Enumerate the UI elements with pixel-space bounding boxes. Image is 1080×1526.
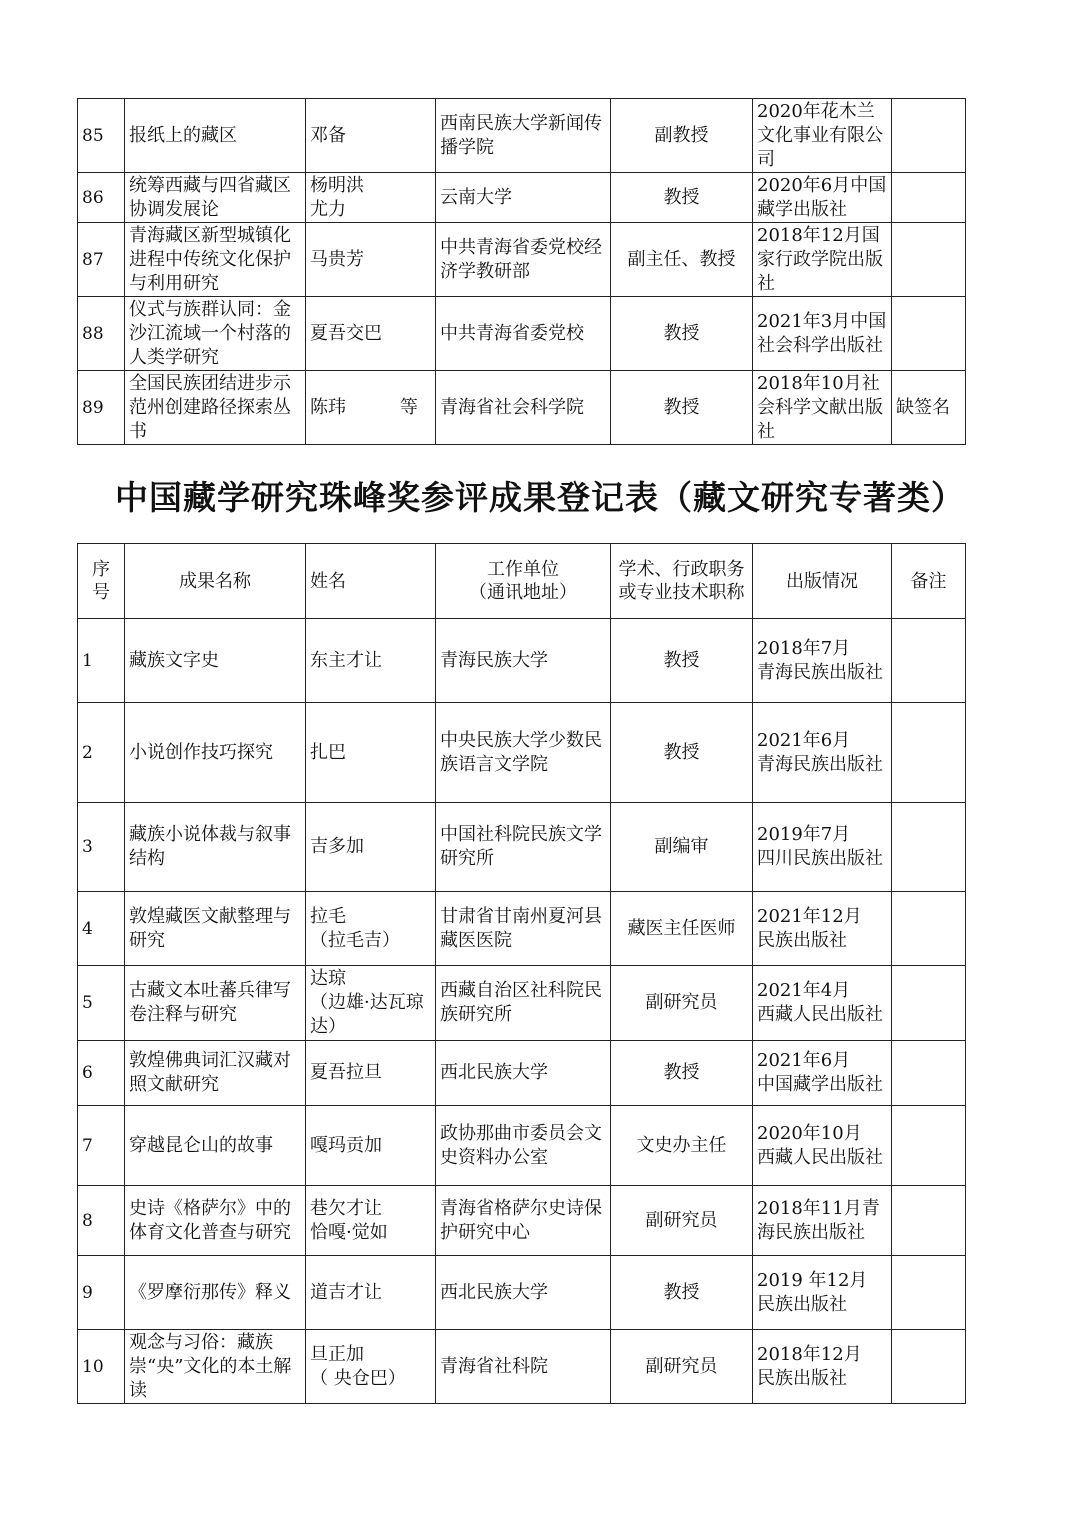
table-row bbox=[78, 703, 966, 803]
cell-note bbox=[892, 223, 966, 297]
cell-unit: 中共青海省委党校经济学教研部 bbox=[436, 223, 611, 297]
cell-no: 7 bbox=[78, 1106, 125, 1186]
cell-position: 副编审 bbox=[611, 803, 753, 892]
table-row bbox=[78, 1041, 966, 1106]
cell-position: 教授 bbox=[611, 619, 753, 703]
cell-title: 报纸上的藏区 bbox=[125, 99, 306, 173]
cell-no: 9 bbox=[78, 1256, 125, 1330]
cell-publication: 2018年10月社会科学文献出版社 bbox=[753, 371, 892, 445]
table-header-row bbox=[78, 544, 966, 619]
cell-note: 缺签名 bbox=[892, 371, 966, 445]
table-row bbox=[78, 1330, 966, 1404]
header-title: 成果名称 bbox=[125, 544, 306, 619]
cell-position: 教授 bbox=[611, 173, 753, 223]
cell-note bbox=[892, 966, 966, 1041]
cell-no: 4 bbox=[78, 892, 125, 966]
cell-no: 10 bbox=[78, 1330, 125, 1404]
table-row bbox=[78, 619, 966, 703]
cell-publication: 2019年7月 四川民族出版社 bbox=[753, 803, 892, 892]
table-row bbox=[78, 173, 966, 223]
cell-position: 教授 bbox=[611, 703, 753, 803]
cell-publication: 2019 年12月 民族出版社 bbox=[753, 1256, 892, 1330]
cell-name: 邓备 bbox=[306, 99, 436, 173]
cell-note bbox=[892, 703, 966, 803]
cell-publication: 2020年10月 西藏人民出版社 bbox=[753, 1106, 892, 1186]
cell-position: 文史办主任 bbox=[611, 1106, 753, 1186]
cell-unit: 云南大学 bbox=[436, 173, 611, 223]
cell-unit: 中央民族大学少数民族语言文学院 bbox=[436, 703, 611, 803]
cell-note bbox=[892, 1330, 966, 1404]
cell-name: 扎巴 bbox=[306, 703, 436, 803]
cell-name: 旦正加 （ 央仓巴） bbox=[306, 1330, 436, 1404]
cell-no: 88 bbox=[78, 297, 125, 371]
cell-unit: 西南民族大学新闻传播学院 bbox=[436, 99, 611, 173]
cell-position: 教授 bbox=[611, 297, 753, 371]
cell-publication: 2021年4月 西藏人民出版社 bbox=[753, 966, 892, 1041]
cell-publication: 2018年11月青海民族出版社 bbox=[753, 1186, 892, 1256]
cell-publication: 2018年12月国家行政学院出版社 bbox=[753, 223, 892, 297]
cell-publication: 2018年7月 青海民族出版社 bbox=[753, 619, 892, 703]
cell-title: 仪式与族群认同：金沙江流域一个村落的人类学研究 bbox=[125, 297, 306, 371]
cell-note bbox=[892, 892, 966, 966]
cell-publication: 2021年3月中国社会科学出版社 bbox=[753, 297, 892, 371]
table-row bbox=[78, 99, 966, 173]
cell-publication: 2020年花木兰文化事业有限公司 bbox=[753, 99, 892, 173]
cell-title: 小说创作技巧探究 bbox=[125, 703, 306, 803]
table-row bbox=[78, 1256, 966, 1330]
cell-no: 85 bbox=[78, 99, 125, 173]
cell-no: 6 bbox=[78, 1041, 125, 1106]
cell-position: 教授 bbox=[611, 1256, 753, 1330]
table-row bbox=[78, 892, 966, 966]
cell-unit: 甘肃省甘南州夏河县藏医医院 bbox=[436, 892, 611, 966]
cell-note bbox=[892, 1041, 966, 1106]
cell-unit: 西藏自治区社科院民族研究所 bbox=[436, 966, 611, 1041]
table-row bbox=[78, 966, 966, 1041]
cell-no: 1 bbox=[78, 619, 125, 703]
cell-no: 5 bbox=[78, 966, 125, 1041]
cell-name: 马贵芳 bbox=[306, 223, 436, 297]
cell-publication: 2021年12月 民族出版社 bbox=[753, 892, 892, 966]
cell-name: 嘎玛贡加 bbox=[306, 1106, 436, 1186]
table-row bbox=[78, 297, 966, 371]
cell-note bbox=[892, 1186, 966, 1256]
cell-position: 副教授 bbox=[611, 99, 753, 173]
cell-note bbox=[892, 1106, 966, 1186]
cell-unit: 青海民族大学 bbox=[436, 619, 611, 703]
cell-publication: 2018年12月 民族出版社 bbox=[753, 1330, 892, 1404]
cell-note bbox=[892, 1256, 966, 1330]
cell-unit: 政协那曲市委员会文史资料办公室 bbox=[436, 1106, 611, 1186]
cell-title: 穿越昆仑山的故事 bbox=[125, 1106, 306, 1186]
cell-no: 86 bbox=[78, 173, 125, 223]
cell-position: 教授 bbox=[611, 1041, 753, 1106]
cell-title: 古藏文本吐蕃兵律写卷注释与研究 bbox=[125, 966, 306, 1041]
cell-name: 道吉才让 bbox=[306, 1256, 436, 1330]
cell-title: 敦煌藏医文献整理与研究 bbox=[125, 892, 306, 966]
cell-unit: 西北民族大学 bbox=[436, 1041, 611, 1106]
header-name: 姓名 bbox=[306, 544, 436, 619]
cell-name: 夏吾拉旦 bbox=[306, 1041, 436, 1106]
cell-name: 达琼 （边雄·达瓦琼达） bbox=[306, 966, 436, 1041]
cell-no: 8 bbox=[78, 1186, 125, 1256]
cell-note bbox=[892, 619, 966, 703]
cell-name: 夏吾交巴 bbox=[306, 297, 436, 371]
cell-name: 东主才让 bbox=[306, 619, 436, 703]
cell-note bbox=[892, 297, 966, 371]
cell-title: 青海藏区新型城镇化进程中传统文化保护与利用研究 bbox=[125, 223, 306, 297]
cell-title: 史诗《格萨尔》中的体育文化普查与研究 bbox=[125, 1186, 306, 1256]
cell-name: 杨明洪 尤力 bbox=[306, 173, 436, 223]
cell-title: 《罗摩衍那传》释义 bbox=[125, 1256, 306, 1330]
header-no: 序号 bbox=[78, 544, 125, 619]
cell-position: 副主任、教授 bbox=[611, 223, 753, 297]
cell-publication: 2020年6月中国藏学出版社 bbox=[753, 173, 892, 223]
cell-unit: 青海省社会科学院 bbox=[436, 371, 611, 445]
cell-position: 副研究员 bbox=[611, 966, 753, 1041]
table-row bbox=[78, 371, 966, 445]
registration-table bbox=[77, 543, 966, 1404]
cell-unit: 青海省格萨尔史诗保护研究中心 bbox=[436, 1186, 611, 1256]
cell-note bbox=[892, 173, 966, 223]
cell-no: 3 bbox=[78, 803, 125, 892]
cell-title: 观念与习俗：藏族崇“央”文化的本土解读 bbox=[125, 1330, 306, 1404]
section-title: 中国藏学研究珠峰奖参评成果登记表（藏文研究专著类） bbox=[115, 478, 965, 517]
table-row bbox=[78, 803, 966, 892]
cell-position: 教授 bbox=[611, 371, 753, 445]
cell-name: 拉毛 （拉毛吉） bbox=[306, 892, 436, 966]
cell-no: 89 bbox=[78, 371, 125, 445]
cell-position: 副研究员 bbox=[611, 1186, 753, 1256]
cell-unit: 中共青海省委党校 bbox=[436, 297, 611, 371]
header-note: 备注 bbox=[892, 544, 966, 619]
cell-unit: 中国社科院民族文学研究所 bbox=[436, 803, 611, 892]
cell-note bbox=[892, 803, 966, 892]
table-row bbox=[78, 1106, 966, 1186]
cell-position: 藏医主任医师 bbox=[611, 892, 753, 966]
cell-no: 2 bbox=[78, 703, 125, 803]
table-row bbox=[78, 1186, 966, 1256]
cell-title: 藏族文字史 bbox=[125, 619, 306, 703]
continued-registration-table bbox=[77, 98, 966, 445]
table-row bbox=[78, 223, 966, 297]
cell-position: 副研究员 bbox=[611, 1330, 753, 1404]
cell-publication: 2021年6月 青海民族出版社 bbox=[753, 703, 892, 803]
cell-title: 全国民族团结进步示范州创建路径探索丛书 bbox=[125, 371, 306, 445]
cell-no: 87 bbox=[78, 223, 125, 297]
cell-title: 敦煌佛典词汇汉藏对照文献研究 bbox=[125, 1041, 306, 1106]
cell-unit: 西北民族大学 bbox=[436, 1256, 611, 1330]
cell-publication: 2021年6月 中国藏学出版社 bbox=[753, 1041, 892, 1106]
cell-name: 陈玮 等 bbox=[306, 371, 436, 445]
cell-title: 藏族小说体裁与叙事结构 bbox=[125, 803, 306, 892]
header-position: 学术、行政职务或专业技术职称 bbox=[611, 544, 753, 619]
cell-title: 统筹西藏与四省藏区协调发展论 bbox=[125, 173, 306, 223]
cell-unit: 青海省社科院 bbox=[436, 1330, 611, 1404]
header-unit: 工作单位 （通讯地址） bbox=[436, 544, 611, 619]
cell-name: 吉多加 bbox=[306, 803, 436, 892]
cell-note bbox=[892, 99, 966, 173]
cell-name: 巷欠才让 恰嘎·觉如 bbox=[306, 1186, 436, 1256]
header-publication: 出版情况 bbox=[753, 544, 892, 619]
